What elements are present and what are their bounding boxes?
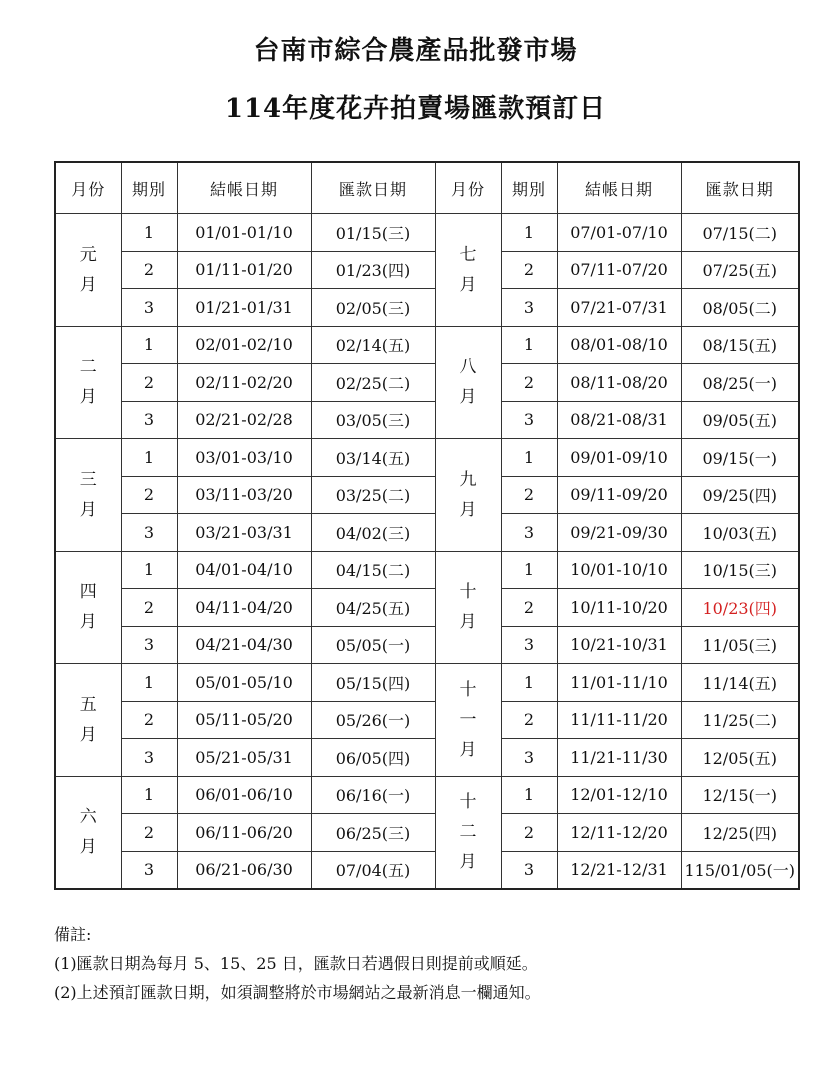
remit-date-cell-left: 04/02(三) [311,514,435,552]
period-cell-right: 3 [501,626,557,664]
close-date-cell-left: 03/11-03/20 [177,476,311,514]
table-row [55,251,799,289]
close-date-cell-right: 08/21-08/31 [557,401,681,439]
close-date-cell-left: 01/11-01/20 [177,251,311,289]
period-cell-left: 2 [121,701,177,739]
close-date-cell-right: 10/01-10/10 [557,551,681,589]
remit-date-cell-left: 03/25(二) [311,476,435,514]
close-date-cell-right: 11/01-11/10 [557,664,681,702]
period-cell-right: 1 [501,551,557,589]
month-cell-right [435,664,501,777]
header-month-right: 月份 [435,162,501,214]
table-row [55,514,799,552]
period-cell-right: 3 [501,851,557,889]
table-row [55,739,799,777]
close-date-cell-right: 09/01-09/10 [557,439,681,477]
period-cell-right: 1 [501,439,557,477]
header-month-left: 月份 [55,162,121,214]
period-cell-right: 3 [501,289,557,327]
period-cell-right: 2 [501,476,557,514]
period-cell-right: 1 [501,214,557,252]
close-date-cell-right: 08/01-08/10 [557,326,681,364]
close-date-cell-left: 04/11-04/20 [177,589,311,627]
remit-date-cell-left: 04/25(五) [311,589,435,627]
period-cell-left: 2 [121,476,177,514]
period-cell-right: 2 [501,814,557,852]
remit-date-cell-right: 08/25(一) [681,364,799,402]
notes-section [54,920,541,1007]
remit-date-cell-left: 06/16(一) [311,776,435,814]
month-cell-left [55,776,121,889]
table-row [55,214,799,252]
month-cell-left [55,326,121,439]
period-cell-left: 3 [121,289,177,327]
month-label: 元月 [79,244,97,295]
close-date-cell-left: 01/21-01/31 [177,289,311,327]
note-line: (2)上述預訂匯款日期，如須調整將於市場網站之最新消息一欄通知。 [54,983,541,1002]
month-label: 五月 [79,694,97,745]
remit-date-cell-right: 09/15(一) [681,439,799,477]
remit-date-cell-left: 05/15(四) [311,664,435,702]
period-cell-left: 1 [121,551,177,589]
close-date-cell-left: 06/21-06/30 [177,851,311,889]
remit-date-cell-right: 10/15(三) [681,551,799,589]
period-cell-right: 3 [501,401,557,439]
month-label: 十一月 [459,679,477,760]
table-row [55,551,799,589]
table-row [55,589,799,627]
close-date-cell-right: 07/21-07/31 [557,289,681,327]
period-cell-left: 1 [121,664,177,702]
remit-date-cell-right: 10/03(五) [681,514,799,552]
remit-date-cell-left: 03/05(三) [311,401,435,439]
period-cell-left: 3 [121,739,177,777]
page-title: 台南市綜合農產品批發市場 [253,36,578,66]
remit-date-cell-left: 01/23(四) [311,251,435,289]
close-date-cell-right: 10/21-10/31 [557,626,681,664]
remit-date-cell-right: 11/14(五) [681,664,799,702]
month-cell-left [55,214,121,327]
table-row [55,776,799,814]
remit-date-cell-left: 06/05(四) [311,739,435,777]
month-cell-left [55,551,121,664]
remit-date-cell-left: 02/14(五) [311,326,435,364]
close-date-cell-right: 08/11-08/20 [557,364,681,402]
remit-date-cell-right: 09/05(五) [681,401,799,439]
period-cell-left: 2 [121,251,177,289]
month-cell-right [435,551,501,664]
period-cell-right: 2 [501,701,557,739]
period-cell-left: 3 [121,514,177,552]
table-row [55,401,799,439]
period-cell-left: 2 [121,814,177,852]
period-cell-left: 3 [121,626,177,664]
remit-date-cell-left: 04/15(二) [311,551,435,589]
month-label: 十月 [459,582,477,633]
period-cell-right: 1 [501,664,557,702]
remit-date-cell-right: 11/25(二) [681,701,799,739]
period-cell-left: 1 [121,776,177,814]
month-label: 六月 [79,807,97,858]
close-date-cell-left: 04/21-04/30 [177,626,311,664]
remit-date-cell-right: 08/15(五) [681,326,799,364]
remit-date-cell-left: 05/26(一) [311,701,435,739]
close-date-cell-right: 09/11-09/20 [557,476,681,514]
table-row [55,364,799,402]
remit-date-cell-right: 12/05(五) [681,739,799,777]
period-cell-right: 3 [501,739,557,777]
table-row [55,289,799,327]
month-cell-left [55,664,121,777]
remit-date-cell-right: 11/05(三) [681,626,799,664]
table-row [55,664,799,702]
header-period-left: 期別 [121,162,177,214]
remit-date-cell-right: 07/25(五) [681,251,799,289]
remit-date-cell-left: 02/05(三) [311,289,435,327]
close-date-cell-left: 06/11-06/20 [177,814,311,852]
close-date-cell-left: 01/01-01/10 [177,214,311,252]
month-label: 八月 [459,357,477,408]
period-cell-left: 1 [121,326,177,364]
month-cell-right [435,776,501,889]
close-date-cell-left: 02/21-02/28 [177,401,311,439]
table-body [55,214,799,890]
close-date-cell-right: 07/01-07/10 [557,214,681,252]
header-remit-date-left: 匯款日期 [311,162,435,214]
period-cell-right: 2 [501,364,557,402]
close-date-cell-right: 12/11-12/20 [557,814,681,852]
month-cell-left [55,439,121,552]
remit-date-cell-right: 10/23(四) [681,589,799,627]
close-date-cell-right: 11/11-11/20 [557,701,681,739]
remit-date-cell-right: 08/05(二) [681,289,799,327]
remit-date-cell-right: 09/25(四) [681,476,799,514]
close-date-cell-left: 04/01-04/10 [177,551,311,589]
close-date-cell-right: 11/21-11/30 [557,739,681,777]
remit-date-cell-right: 115/01/05(一) [681,851,799,889]
period-cell-right: 1 [501,776,557,814]
period-cell-left: 2 [121,589,177,627]
remit-date-cell-right: 12/25(四) [681,814,799,852]
remit-date-cell-left: 01/15(三) [311,214,435,252]
remit-date-cell-left: 06/25(三) [311,814,435,852]
month-label: 二月 [79,357,97,408]
period-cell-right: 3 [501,514,557,552]
close-date-cell-left: 05/11-05/20 [177,701,311,739]
remittance-schedule-table [54,161,800,890]
period-cell-right: 2 [501,589,557,627]
month-cell-right [435,214,501,327]
header-remit-date-right: 匯款日期 [681,162,799,214]
remit-date-cell-left: 05/05(一) [311,626,435,664]
close-date-cell-right: 12/01-12/10 [557,776,681,814]
close-date-cell-left: 05/01-05/10 [177,664,311,702]
month-label: 九月 [459,469,477,520]
notes-heading: 備註: [54,925,92,944]
period-cell-left: 3 [121,851,177,889]
period-cell-left: 1 [121,214,177,252]
period-cell-right: 2 [501,251,557,289]
month-label: 四月 [79,582,97,633]
close-date-cell-right: 10/11-10/20 [557,589,681,627]
period-cell-left: 3 [121,401,177,439]
header-close-date-right: 結帳日期 [557,162,681,214]
remit-date-cell-right: 12/15(一) [681,776,799,814]
period-cell-right: 1 [501,326,557,364]
close-date-cell-right: 07/11-07/20 [557,251,681,289]
table-row [55,701,799,739]
note-line: (1)匯款日期為每月 5、15、25 日，匯款日若遇假日則提前或順延。 [54,954,538,973]
close-date-cell-right: 09/21-09/30 [557,514,681,552]
period-cell-left: 2 [121,364,177,402]
close-date-cell-left: 06/01-06/10 [177,776,311,814]
close-date-cell-left: 02/11-02/20 [177,364,311,402]
month-cell-right [435,326,501,439]
close-date-cell-left: 03/01-03/10 [177,439,311,477]
month-cell-right [435,439,501,552]
period-cell-left: 1 [121,439,177,477]
close-date-cell-left: 02/01-02/10 [177,326,311,364]
close-date-cell-left: 03/21-03/31 [177,514,311,552]
table-row [55,626,799,664]
page-subtitle: 114年度花卉拍賣場匯款預訂日 [224,94,607,124]
close-date-cell-right: 12/21-12/31 [557,851,681,889]
remit-date-cell-left: 02/25(二) [311,364,435,402]
month-label: 十二月 [459,792,477,873]
header-close-date-left: 結帳日期 [177,162,311,214]
table-row [55,476,799,514]
remit-date-cell-left: 03/14(五) [311,439,435,477]
remit-date-cell-left: 07/04(五) [311,851,435,889]
header-period-right: 期別 [501,162,557,214]
month-label: 三月 [79,469,97,520]
table-row [55,851,799,889]
table-row [55,814,799,852]
remit-date-cell-right: 07/15(二) [681,214,799,252]
close-date-cell-left: 05/21-05/31 [177,739,311,777]
table-row [55,439,799,477]
table-row [55,326,799,364]
table-header-row [55,162,799,214]
month-label: 七月 [459,244,477,295]
